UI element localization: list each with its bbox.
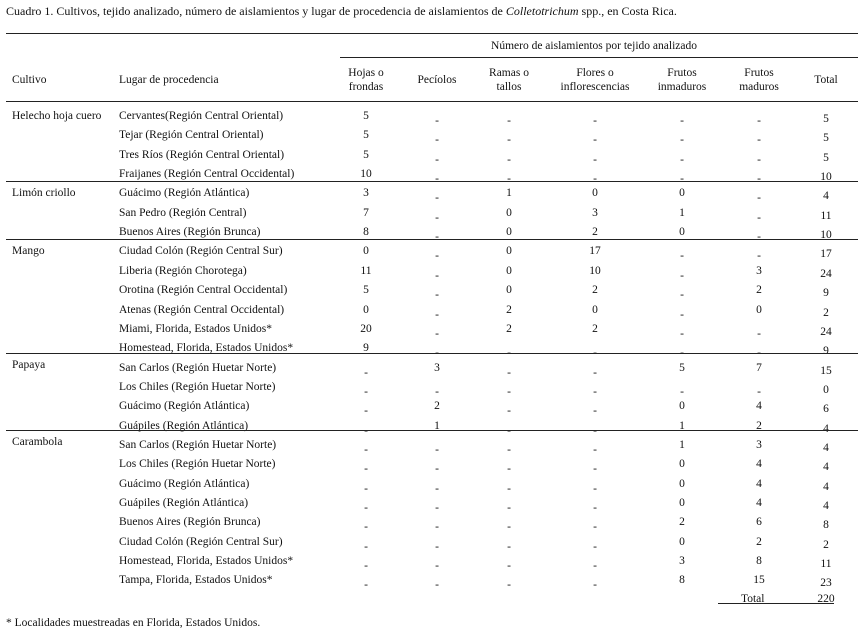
cell-value: 8 <box>823 519 829 532</box>
cell-value: - <box>680 289 684 302</box>
cell-value: 2 <box>434 400 440 413</box>
cell-value: 2 <box>592 226 598 239</box>
cell-value: 5 <box>363 284 369 297</box>
cell-value: 0 <box>679 226 685 239</box>
cell-value: - <box>593 502 597 514</box>
cell-value: 4 <box>756 497 762 509</box>
cell-value: 6 <box>823 403 829 416</box>
cell-value: 4 <box>756 458 762 471</box>
cell-value: - <box>435 308 439 321</box>
cell-value: - <box>680 308 684 321</box>
cell-value: 9 <box>823 287 829 300</box>
cell-value: - <box>364 385 368 398</box>
cell-value: 24 <box>820 267 832 280</box>
cell-value: 23 <box>820 577 832 590</box>
cell-value: - <box>435 347 439 360</box>
cell-value: 0 <box>363 303 369 316</box>
caption-genus: Colletotrichum <box>505 4 579 18</box>
cell-value: 4 <box>756 400 762 413</box>
cell-value: 0 <box>756 303 762 316</box>
cell-value: - <box>757 134 761 147</box>
cell-value: 2 <box>592 322 598 335</box>
cell-value: 0 <box>506 284 512 297</box>
cell-value: 7 <box>756 361 762 374</box>
cell-value: 4 <box>756 477 762 490</box>
cell-value: 3 <box>679 555 685 568</box>
cell-value: - <box>435 540 439 553</box>
origin-place: Miami, Florida, Estados Unidos* <box>119 322 273 335</box>
cell-value: 5 <box>823 151 829 164</box>
top-rule <box>6 33 858 34</box>
cell-value: 1 <box>679 206 685 219</box>
cell-value: - <box>757 153 761 166</box>
cell-value: - <box>593 579 597 592</box>
cell-value: - <box>435 153 439 166</box>
crop-name: Carambola <box>12 436 63 448</box>
col-header-cultivo: Cultivo <box>12 74 47 86</box>
cell-value: - <box>680 269 684 282</box>
cell-value: 5 <box>363 110 369 122</box>
origin-place: Atenas (Región Central Occidental) <box>119 303 285 316</box>
cell-value: - <box>593 482 597 495</box>
cell-value: 2 <box>823 538 829 551</box>
cell-value: 0 <box>506 206 512 219</box>
cell-value: - <box>507 424 511 437</box>
col-header-4-line-0: Frutos <box>667 67 697 79</box>
cell-value: - <box>435 463 439 476</box>
cell-value: 0 <box>679 477 685 490</box>
cell-value: - <box>507 540 511 553</box>
group-rule <box>6 239 858 240</box>
cell-value: - <box>364 405 368 418</box>
cell-value: 10 <box>589 264 601 277</box>
origin-place: Tres Ríos (Región Central Oriental) <box>119 148 285 161</box>
cell-value: - <box>364 521 368 534</box>
cell-value: 7 <box>363 206 369 219</box>
cell-value: - <box>593 153 597 166</box>
cell-value: 5 <box>363 148 369 161</box>
cell-value: - <box>757 385 761 398</box>
origin-place: Buenos Aires (Región Brunca) <box>119 516 261 529</box>
cell-value: 2 <box>756 284 762 297</box>
cell-value: - <box>507 173 511 186</box>
cell-value: 11 <box>820 558 832 571</box>
crop-name: Papaya <box>12 359 46 371</box>
cell-value: 3 <box>434 361 440 374</box>
cell-value: 15 <box>753 574 765 587</box>
group-rule <box>6 181 858 182</box>
cell-value: 0 <box>363 245 369 258</box>
cell-value: - <box>680 327 684 340</box>
cell-value: 6 <box>756 516 762 529</box>
cell-value: 0 <box>592 187 598 200</box>
col-header-3-line-1: inflorescencias <box>560 81 630 93</box>
cell-value: - <box>593 521 597 534</box>
cell-value: - <box>364 424 368 437</box>
table-caption <box>6 4 677 19</box>
cell-value: 11 <box>820 209 832 222</box>
cell-value: - <box>435 211 439 224</box>
origin-place: Los Chiles (Región Huetar Norte) <box>119 380 276 393</box>
cell-value: 0 <box>592 303 598 316</box>
cell-value: - <box>435 173 439 186</box>
cell-value: 1 <box>679 438 685 451</box>
cell-value: - <box>507 502 511 514</box>
origin-place: Orotina (Región Central Occidental) <box>119 284 288 297</box>
cell-value: - <box>757 347 761 360</box>
cell-value: - <box>507 443 511 456</box>
cell-value: - <box>757 231 761 244</box>
cell-value: 3 <box>363 187 369 200</box>
col-header-lugar: Lugar de procedencia <box>119 74 219 86</box>
cell-value: - <box>364 482 368 495</box>
cell-value: - <box>364 366 368 379</box>
cell-value: - <box>593 385 597 398</box>
cell-value: - <box>435 115 439 127</box>
cell-value: - <box>680 347 684 360</box>
cell-value: - <box>435 250 439 263</box>
cell-value: 8 <box>363 226 369 239</box>
cell-value: - <box>593 347 597 360</box>
cell-value: 0 <box>679 187 685 200</box>
cell-value: - <box>507 560 511 573</box>
cell-value: 17 <box>820 248 832 261</box>
cell-value: - <box>593 134 597 147</box>
cell-value: - <box>364 560 368 573</box>
cell-value: 0 <box>679 497 685 509</box>
origin-place: San Carlos (Región Huetar Norte) <box>119 361 277 374</box>
cell-value: 24 <box>820 325 832 338</box>
col-header-1-line-0: Pecíolos <box>417 74 457 86</box>
header-rule <box>6 101 858 102</box>
cell-value: - <box>507 405 511 418</box>
cell-value: - <box>757 211 761 224</box>
origin-place: Homestead, Florida, Estados Unidos* <box>119 342 294 355</box>
cell-value: 2 <box>823 306 829 319</box>
col-header-0-line-0: Hojas o <box>348 67 384 79</box>
cell-value: - <box>507 463 511 476</box>
cell-value: 0 <box>506 226 512 239</box>
cell-value: - <box>364 502 368 514</box>
grand-total: 220 <box>817 593 835 605</box>
cell-value: - <box>435 502 439 514</box>
cell-value: - <box>593 463 597 476</box>
col-header-2-line-1: tallos <box>496 81 522 93</box>
origin-place: Guápiles (Región Atlántica) <box>119 497 249 509</box>
cell-value: 3 <box>756 264 762 277</box>
cell-value: 17 <box>589 245 601 258</box>
cell-value: 1 <box>434 419 440 432</box>
col-header-6-line-0: Total <box>814 74 838 86</box>
crop-name: Mango <box>12 245 45 257</box>
cell-value: - <box>507 521 511 534</box>
cell-value: - <box>364 579 368 592</box>
cell-value: - <box>593 173 597 186</box>
cell-value: - <box>680 173 684 186</box>
cell-value: - <box>507 579 511 592</box>
caption-suffix: spp., en Costa Rica. <box>578 4 677 18</box>
origin-place: Liberia (Región Chorotega) <box>119 264 247 277</box>
origin-place: Ciudad Colón (Región Central Sur) <box>119 245 283 258</box>
cell-value: - <box>435 443 439 456</box>
cell-value: - <box>435 192 439 205</box>
origin-place: Guácimo (Región Atlántica) <box>119 477 250 490</box>
cell-value: - <box>507 366 511 379</box>
cell-value: - <box>364 540 368 553</box>
cell-value: 4 <box>823 461 829 474</box>
cell-value: 4 <box>823 480 829 493</box>
cell-value: 5 <box>363 129 369 142</box>
cell-value: - <box>507 482 511 495</box>
origin-place: Ciudad Colón (Región Central Sur) <box>119 535 283 548</box>
group-header: Número de aislamientos por tejido analizado <box>491 40 697 52</box>
col-header-0-line-1: frondas <box>348 81 384 93</box>
origin-place: Los Chiles (Región Huetar Norte) <box>119 458 276 471</box>
cell-value: - <box>680 250 684 263</box>
cell-value: 0 <box>679 400 685 413</box>
col-header-5-line-1: maduros <box>739 81 779 93</box>
cell-value: 0 <box>506 264 512 277</box>
col-header-5-line-0: Frutos <box>744 67 774 79</box>
cell-value: 9 <box>823 345 829 358</box>
cell-value: 10 <box>820 171 832 184</box>
cell-value: - <box>757 192 761 205</box>
origin-place: Guácimo (Región Atlántica) <box>119 187 250 200</box>
cell-value: - <box>593 115 597 127</box>
cell-value: - <box>435 521 439 534</box>
cell-value: - <box>435 385 439 398</box>
cell-value: - <box>435 560 439 573</box>
cell-value: - <box>507 115 511 127</box>
cell-value: - <box>435 579 439 592</box>
cell-value: - <box>364 463 368 476</box>
cell-value: 5 <box>679 361 685 374</box>
cell-value: - <box>364 443 368 456</box>
origin-place: Tampa, Florida, Estados Unidos* <box>119 574 273 587</box>
cell-value: - <box>757 327 761 340</box>
origin-place: Tejar (Región Central Oriental) <box>119 129 264 142</box>
cell-value: - <box>593 424 597 437</box>
col-header-4-line-1: inmaduros <box>657 81 707 93</box>
cell-value: 20 <box>360 322 372 335</box>
cell-value: - <box>680 115 684 127</box>
cell-value: 0 <box>679 535 685 548</box>
cell-value: 2 <box>679 516 685 529</box>
cell-value: 2 <box>756 419 762 432</box>
cell-value: - <box>593 366 597 379</box>
cell-value: 10 <box>820 229 832 242</box>
cell-value: - <box>757 115 761 127</box>
group-rule <box>340 57 858 58</box>
origin-place: San Carlos (Región Huetar Norte) <box>119 438 277 451</box>
cell-value: - <box>593 540 597 553</box>
cell-value: - <box>507 153 511 166</box>
origin-place: Buenos Aires (Región Brunca) <box>119 226 261 239</box>
cell-value: - <box>680 153 684 166</box>
cell-value: 1 <box>679 419 685 432</box>
cell-value: - <box>435 327 439 340</box>
cell-value: 2 <box>506 303 512 316</box>
cell-value: 8 <box>756 555 762 568</box>
origin-place: San Pedro (Región Central) <box>119 206 247 219</box>
cell-value: 10 <box>360 168 372 181</box>
cell-value: 4 <box>823 500 829 512</box>
footnote: * Localidades muestreadas en Florida, Estados Unidos. <box>6 617 261 629</box>
cell-value: 2 <box>756 535 762 548</box>
cell-value: 15 <box>820 364 832 377</box>
cell-value: - <box>435 134 439 147</box>
cell-value: - <box>435 269 439 282</box>
cell-value: 1 <box>506 187 512 200</box>
cell-value: - <box>593 560 597 573</box>
origin-place: Guápiles (Región Atlántica) <box>119 419 249 432</box>
cell-value: 4 <box>823 422 829 435</box>
cell-value: 3 <box>756 438 762 451</box>
cell-value: 8 <box>679 574 685 587</box>
origin-place: Cervantes(Región Central Oriental) <box>119 110 284 122</box>
cell-value: 0 <box>823 383 829 396</box>
cell-value: - <box>757 250 761 263</box>
cell-value: - <box>507 385 511 398</box>
cell-value: 5 <box>823 132 829 145</box>
cell-value: 0 <box>506 245 512 258</box>
cell-value: - <box>757 173 761 186</box>
cell-value: 4 <box>823 441 829 454</box>
crop-name: Limón criollo <box>12 187 76 199</box>
cell-value: 9 <box>363 342 369 355</box>
total-label: Total <box>741 593 765 605</box>
cell-value: 11 <box>360 264 372 277</box>
col-header-2-line-0: Ramas o <box>489 67 529 79</box>
origin-place: Homestead, Florida, Estados Unidos* <box>119 555 294 568</box>
cell-value: 3 <box>592 206 598 219</box>
origin-place: Fraijanes (Región Central Occidental) <box>119 168 295 181</box>
cell-value: - <box>593 405 597 418</box>
cell-value: - <box>435 482 439 495</box>
cell-value: - <box>507 347 511 360</box>
cell-value: 4 <box>823 190 829 203</box>
crop-name: Helecho hoja cuero <box>12 110 102 122</box>
cell-value: - <box>435 231 439 244</box>
caption-text: Cuadro 1. Cultivos, tejido analizado, número de aislamientos y lugar de procedencia de aislamientos de <box>6 4 506 18</box>
cell-value: - <box>435 289 439 302</box>
cell-value: - <box>680 385 684 398</box>
col-header-3-line-0: Flores o <box>576 67 614 79</box>
origin-place: Guácimo (Región Atlántica) <box>119 400 250 413</box>
group-rule <box>6 430 858 431</box>
cell-value: - <box>593 443 597 456</box>
cell-value: 0 <box>679 458 685 471</box>
group-rule <box>6 353 858 354</box>
cell-value: - <box>507 134 511 147</box>
cell-value: - <box>680 134 684 147</box>
cell-value: 2 <box>506 322 512 335</box>
cell-value: 5 <box>823 113 829 125</box>
cell-value: 2 <box>592 284 598 297</box>
